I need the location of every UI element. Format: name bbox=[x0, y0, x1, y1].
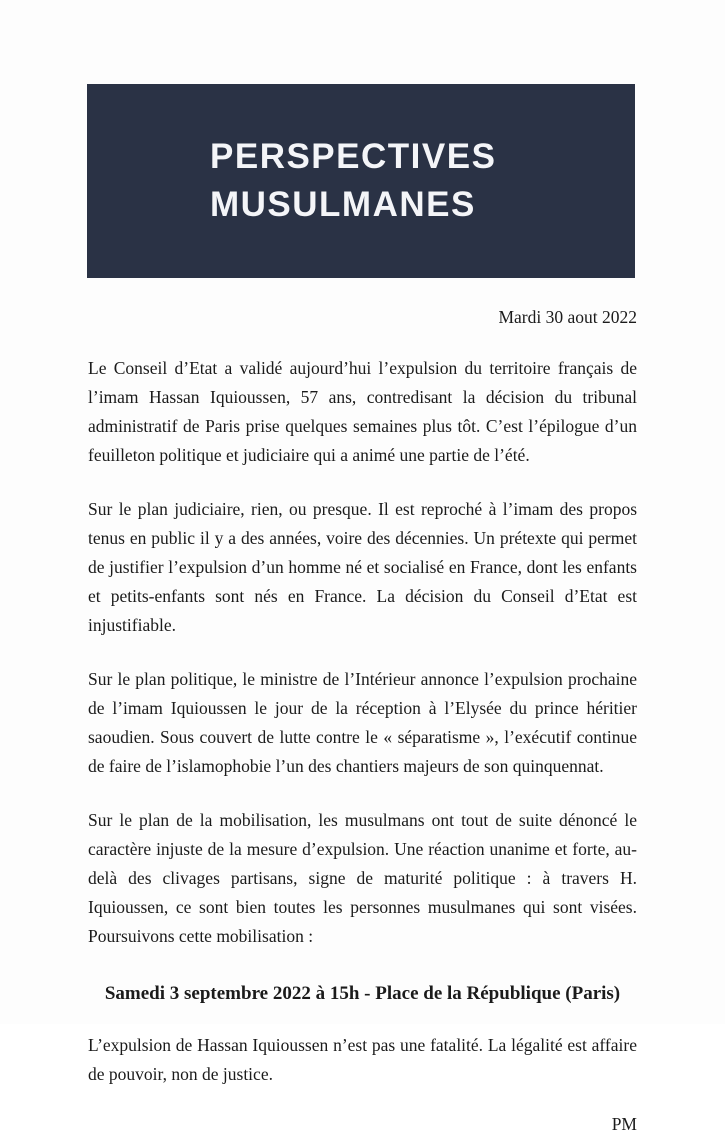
paragraph-plan-judiciaire: Sur le plan judiciaire, rien, ou presque. Il est reproché à l’imam des propos tenus en public il y a des années, voire des décennies. Un prétexte qui permet de justifier l’expulsion d’un homme né et socialisé en France, dont les enfants et petits-enfants sont nés en France. La décision du Conseil d’Etat est injustifiable. bbox=[88, 499, 637, 635]
closing-paragraph: L’expulsion de Hassan Iquioussen n’est pas une fatalité. La légalité est affaire de pouvoir, non de justice. bbox=[88, 1035, 637, 1084]
date-line: Mardi 30 aout 2022 bbox=[498, 307, 637, 327]
document-body bbox=[88, 278, 637, 1136]
paragraph-conseil-etat: Le Conseil d’Etat a validé aujourd’hui l’expulsion du territoire français de l’imam Hassan Iquioussen, 57 ans, contredisant la décision du tribunal administratif de Paris prise quelques semaines plus tôt. C’est l’épilogue d’un feuilleton politique et judiciaire qui a animé une partie de l’été. bbox=[88, 358, 637, 465]
paragraph-plan-mobilisation: Sur le plan de la mobilisation, les musulmans ont tout de suite dénoncé le caractère injuste de la mesure d’expulsion. Une réaction unanime et forte, au-delà des clivages partisans, signe de maturité politique : à travers H. Iquioussen, ce sont bien toutes les personnes musulmanes qui sont visées. Poursuivons cette mobilisation : bbox=[88, 810, 637, 946]
logo-banner bbox=[87, 84, 635, 278]
event-announcement: Samedi 3 septembre 2022 à 15h - Place de la République (Paris) bbox=[104, 983, 621, 1004]
logo-line-1: PERSPECTIVES bbox=[210, 137, 497, 176]
paragraph-plan-politique: Sur le plan politique, le ministre de l’Intérieur annonce l’expulsion prochaine de l’imam Iquioussen le jour de la réception à l’Elysée du prince héritier saoudien. Sous couvert de lutte contre le « séparatisme », l’exécutif continue de faire de l’islamophobie l’un des chantiers majeurs de son quinquennat. bbox=[88, 669, 637, 776]
logo-line-2: MUSULMANES bbox=[210, 185, 476, 224]
signature: PM bbox=[611, 1114, 637, 1134]
